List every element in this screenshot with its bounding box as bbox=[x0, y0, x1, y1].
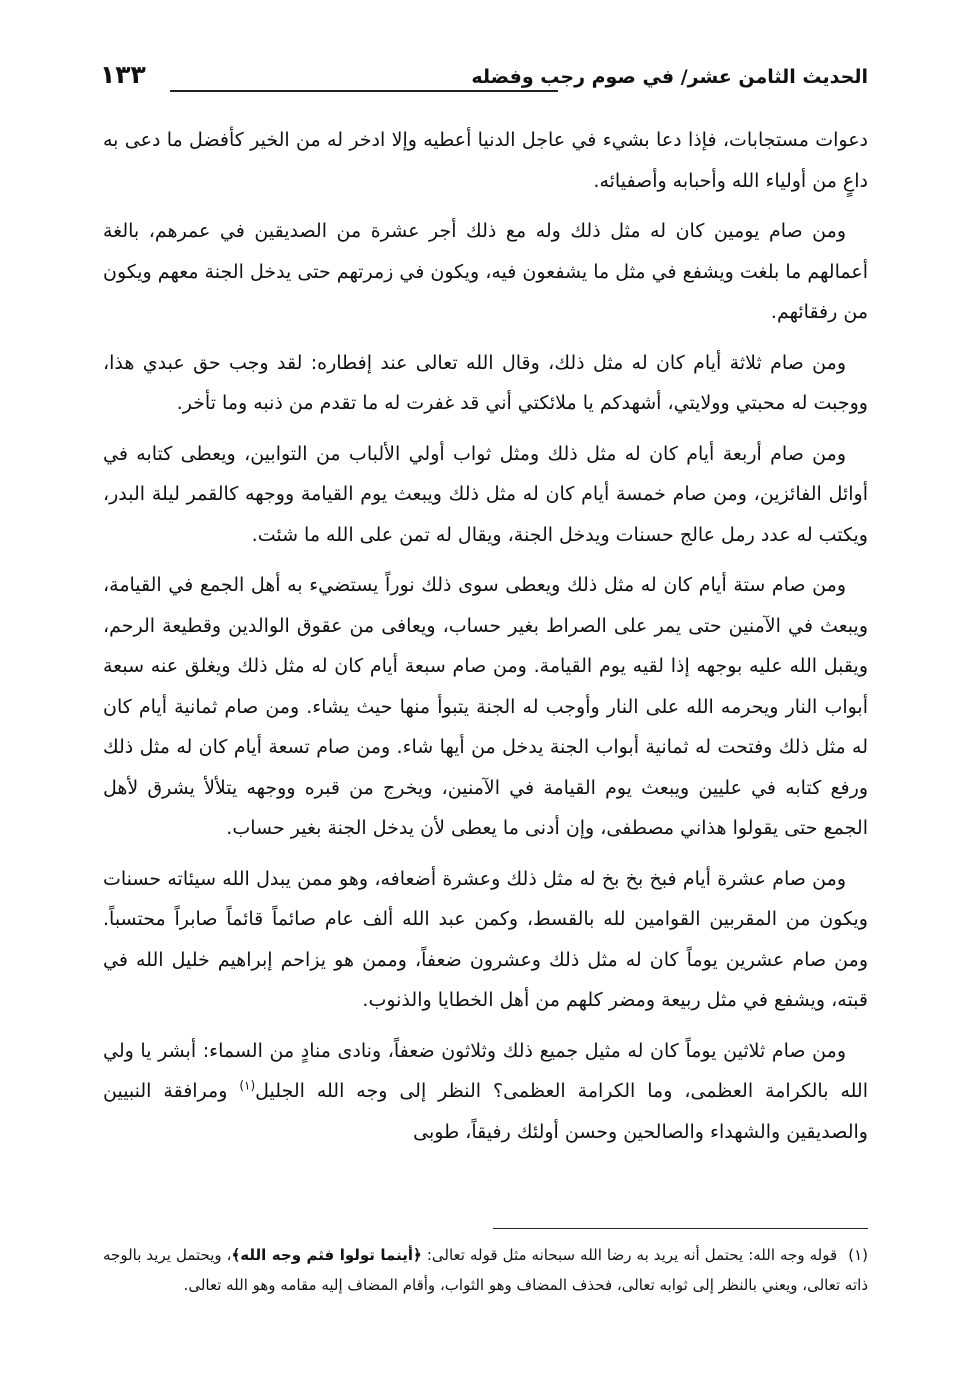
paragraph: ومن صام عشرة أيام فبخ بخ بخ له مثل ذلك وعشرة أضعافه، وهو ممن يبدل الله سيئاته حسنات ويكون من المقربين القوامين لله بالقسط، وكمن عبد الله ألف عام صائماً قائماً صابراً محتسباً. ومن صام عشرين يوماً كان له مثل ذلك وعشرون ضعفاً، وممن هو يزاحم إبراهيم خليل الله في قبته، ويشفع في مثل ربيعة ومضر كلهم من أهل الخطايا والذنوب. bbox=[103, 867, 868, 1011]
footnote-text: قوله وجه الله: يحتمل أنه يريد به رضا الله سبحانه مثل قوله تعالى: bbox=[426, 1246, 838, 1264]
paragraph-text: ومن صام ثلاثين يوماً كان له مثيل جميع ذلك وثلاثون ضعفاً، ونادى منادٍ من السماء: أبشر يا ولي الله بالكرامة العظمى، وما الكرامة العظمى؟ النظر إلى وجه الله الجليل bbox=[103, 1039, 868, 1102]
footnote-reference[interactable]: (١) bbox=[239, 1078, 256, 1093]
footnote-verse: ﴿أينما تولوا فثم وجه الله﴾ bbox=[231, 1246, 422, 1264]
chapter-title: الحديث الثامن عشر/ في صوم رجب وفضله bbox=[471, 66, 868, 88]
main-text bbox=[103, 120, 868, 1162]
paragraph: دعوات مستجابات، فإذا دعا بشيء في عاجل الدنيا أعطيه وإلا ادخر له من الخير كأفضل ما دعى به داعٍ من أولياء الله وأحبابه وأصفيائه. bbox=[103, 129, 868, 192]
footnote-text-continued: ، ويحتمل يريد بالوجه ذاته تعالى، ويعني بالنظر إلى ثوابه تعالى، فحذف المضاف وهو الثواب، وأقام المضاف إليه مقامه وهو الله تعالى. bbox=[103, 1246, 868, 1294]
paragraph-text-continued: ومرافقة النبيين والصديقين والشهداء والصالحين وحسن أولئك رفيقاً، طوبى bbox=[103, 1080, 868, 1143]
running-header bbox=[100, 60, 868, 100]
page-number: ١٣٣ bbox=[100, 60, 146, 89]
footnote-number: (١) bbox=[848, 1246, 868, 1264]
footnote-separator bbox=[493, 1228, 868, 1229]
footnote bbox=[103, 1240, 868, 1300]
paragraph: ومن صام ستة أيام كان له مثل ذلك ويعطى سوى ذلك نوراً يستضيء به أهل الجمع في القيامة، ويبعث في الآمنين حتى يمر على الصراط بغير حساب، ويعافى من عقوق الوالدين وقطيعة الرحم، ويقبل الله عليه بوجهه إذا لقيه يوم القيامة. ومن صام سبعة أيام كان له مثل ذلك ويغلق عنه سبعة أبواب النار ويحرمه الله على النار وأوجب له الجنة يتبوأ منها حيث يشاء. ومن صام ثمانية أيام كان له مثل ذلك وفتحت له ثمانية أبواب الجنة يدخل من أيها شاء. ومن صام تسعة أيام كان له مثل ذلك ورفع كتابه في عليين ويبعث يوم القيامة في الآمنين، ويخرج من قبره ووجهه يتلألأ يشرق لأهل الجمع حتى يقولوا هذاني مصطفى، وإن أدنى ما يعطى لأن يدخل الجنة بغير حساب. bbox=[103, 574, 868, 839]
paragraph-last bbox=[103, 1031, 868, 1153]
paragraph: ومن صام يومين كان له مثل ذلك وله مع ذلك أجر عشرة من الصديقين في عمرهم، بالغة أعمالهم ما بلغت ويشفع في مثل ما يشفعون فيه، ويكون في زمرتهم حتى يدخل الجنة معهم ويكون من رفقائهم. bbox=[103, 220, 868, 323]
paragraph: ومن صام ثلاثة أيام كان له مثل ذلك، وقال الله تعالى عند إفطاره: لقد وجب حق عبدي هذا، ووجبت له محبتي وولايتي، أشهدكم يا ملائكتي أني قد غفرت له ما تقدم من ذنبه وما تأخر. bbox=[103, 351, 868, 414]
paragraph: ومن صام أربعة أيام كان له مثل ذلك ومثل ثواب أولي الألباب من التوابين، ويعطى كتابه في أوائل الفائزين، ومن صام خمسة أيام كان له مثل ذلك ويبعث يوم القيامة ووجهه كالقمر ليلة البدر، ويكتب له عدد رمل عالج حسنات ويدخل الجنة، ويقال له تمن على الله ما شئت. bbox=[103, 442, 868, 546]
header-rule bbox=[170, 90, 558, 92]
